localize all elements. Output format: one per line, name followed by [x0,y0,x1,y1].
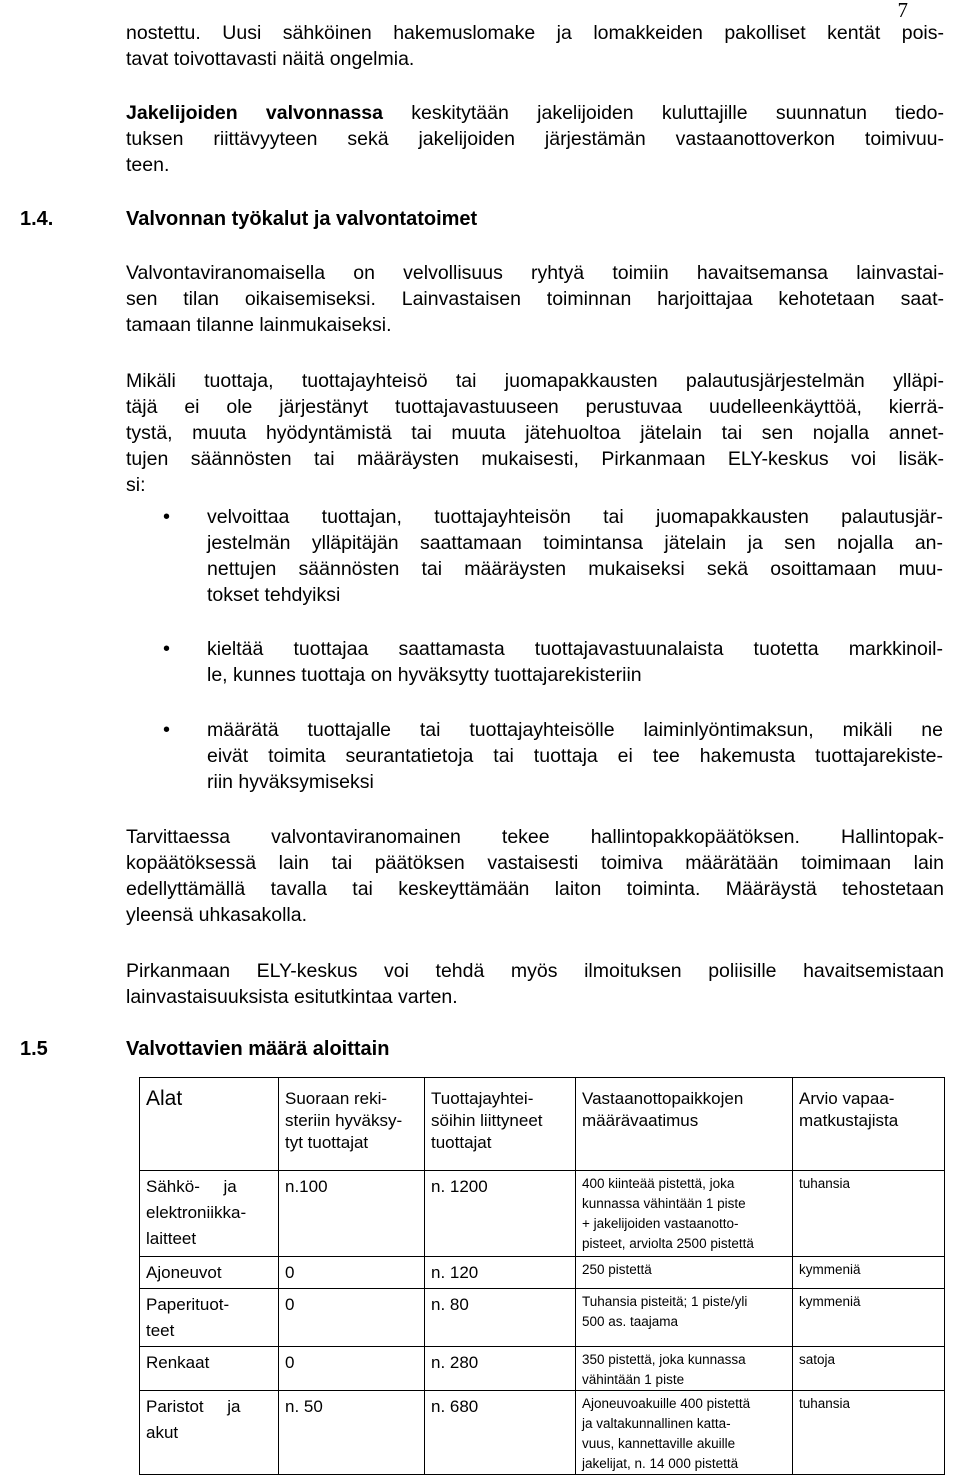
text-fragment: keskitytään jakelijoiden kuluttajille suunnatun tiedo- [383,102,944,124]
text-line: tokset tehdyiksi [207,584,341,606]
table-cell: n. 80 [425,1289,576,1347]
table-cell: tuhansia [793,1391,945,1475]
table-cell: 0 [279,1289,425,1347]
table-header-row [140,1078,945,1171]
paragraph-enforcement [126,824,944,928]
table-cell [576,1391,793,1475]
table-cell [140,1289,279,1347]
table-cell [576,1289,793,1347]
text-line: tyt tuottajat [285,1133,369,1152]
text-line: vuus, kannettaville akuille [582,1436,736,1451]
bullet-icon: • [163,638,171,660]
table-cell [576,1171,793,1257]
table-cell: 250 pistettä [576,1257,793,1289]
text-line: Alat [146,1087,183,1110]
table-header-cell [279,1078,425,1171]
bullet-item [207,636,943,688]
text-line: eivät toimita seurantatietoja tai tuottaja ei tee hakemusta tuottajarekiste- [207,745,943,767]
table-header-cell [576,1078,793,1171]
text-line: akut [146,1423,179,1442]
paragraph-obligation [126,260,944,338]
table-cell: n. 1200 [425,1171,576,1257]
text-line: teen. [126,154,170,176]
text-line: Vastaanottopaikkojen [582,1089,744,1108]
table-cell: tuhansia [793,1171,945,1257]
section-number: 1.4. [20,208,54,230]
table-row [140,1347,945,1391]
bold-lead: Jakelijoiden valvonnassa [126,102,383,124]
text-line: Tarvittaessa valvontaviranomainen tekee hallintopakkopäätöksen. Hallintopak- [126,826,944,848]
table-cell [140,1391,279,1475]
text-line: jakelijat, n. 14 000 pistettä [582,1456,739,1471]
text-line: ja valtakunnallinen katta- [582,1416,731,1431]
table-cell: n.100 [279,1171,425,1257]
text-line: + jakelijoiden vastaanotto- [582,1216,739,1231]
text-line: tamaan tilanne lainmukaiseksi. [126,314,392,336]
bullet-item [207,717,943,795]
text-line: tystä, muuta hyödyntämistä tai muuta jätehuoltoa jätelain tai sen nojalla annet- [126,422,944,444]
section-heading-1-5 [20,1038,389,1061]
text-line: matkustajista [799,1111,899,1130]
table-header-cell [140,1078,279,1171]
text-line: nettujen säännösten tai määräysten mukaiseksi sekä osoittamaan muu- [207,558,943,580]
text-line: Pirkanmaan ELY-keskus voi tehdä myös ilmoituksen poliisille havaitsemistaan [126,960,944,982]
table-row [140,1257,945,1289]
table-header-cell [793,1078,945,1171]
text-line: 350 pistettä, joka kunnassa [582,1352,746,1367]
text-line: sen tilan oikaisemiseksi. Lainvastaisen toiminnan harjoittajaa kehotetaan saat- [126,288,944,310]
bullet-icon: • [163,506,171,528]
section-title: Valvonnan työkalut ja valvontatoimet [126,208,478,230]
supervised-count-table [139,1077,945,1475]
text-line: kopäätöksessä lain tai päätöksen vastaisesti toimiva määrätään toimimaan lain [126,852,944,874]
text-line: vähintään 1 piste [582,1372,685,1387]
table-cell: n. 50 [279,1391,425,1475]
text-line: pisteet, arviolta 2500 pistettä [582,1236,754,1251]
section-title: Valvottavien määrä aloittain [126,1038,390,1060]
distributors-paragraph [126,100,944,178]
text-line: si: [126,474,146,496]
bullet-item [207,504,943,608]
text-line: nostettu. Uusi sähköinen hakemuslomake ja lomakkeiden pakolliset kentät pois- [126,22,944,44]
table-row [140,1391,945,1475]
text-line: tuottajat [431,1133,492,1152]
table-row [140,1289,945,1347]
text-line: Ajoneuvoakuille 400 pistettä [582,1396,751,1411]
text-line: elektroniikka- [146,1203,247,1222]
table-cell [576,1347,793,1391]
intro-paragraph [126,20,944,72]
text-line: täjä ei ole järjestänyt tuottajavastuuseen perustuvaa uudelleenkäyttöä, kierrä- [126,396,944,418]
text-line: Tuottajayhtei- [431,1089,534,1108]
table-cell: Renkaat [140,1347,279,1391]
text-line: Paperituot- [146,1295,230,1314]
table-cell: 0 [279,1257,425,1289]
text-line: Sähkö- ja [146,1177,237,1196]
table-row [140,1171,945,1257]
text-line: steriin hyväksy- [285,1111,403,1130]
text-line: riin hyväksymiseksi [207,771,374,793]
paragraph-police [126,958,944,1010]
text-line: tujen säännösten tai määräysten mukaisesti, Pirkanmaan ELY-keskus voi lisäk- [126,448,944,470]
text-line: söihin liittyneet [431,1111,543,1130]
table-cell: n. 680 [425,1391,576,1475]
text-line: määrävaatimus [582,1111,699,1130]
text-line: velvoittaa tuottajan, tuottajayhteisön tai juomapakkausten palautusjär- [207,506,943,528]
table-cell: n. 120 [425,1257,576,1289]
table-cell: kymmeniä [793,1289,945,1347]
text-line: 500 as. taajama [582,1314,679,1329]
text-line: Tuhansia pisteitä; 1 piste/yli [582,1294,748,1309]
text-line: lainvastaisuuksista esitutkintaa varten. [126,986,458,1008]
table-cell [140,1171,279,1257]
text-line: kieltää tuottajaa saattamasta tuottajavastuunalaista tuotetta markkinoil- [207,638,943,660]
text-line: teet [146,1321,175,1340]
table-header-cell [425,1078,576,1171]
table-cell: kymmeniä [793,1257,945,1289]
text-line: Arvio vapaa- [799,1089,895,1108]
text-line [126,100,944,126]
text-line: yleensä uhkasakolla. [126,904,308,926]
table-cell: satoja [793,1347,945,1391]
text-line: kunnassa vähintään 1 piste [582,1196,746,1211]
bullet-icon: • [163,719,171,741]
page-number: 7 [897,0,908,22]
section-number: 1.5 [20,1038,48,1060]
text-line: jestelmän ylläpitäjän saattamaan toimintansa jätelain ja sen nojalla an- [207,532,943,554]
text-line: Valvontaviranomaisella on velvollisuus ryhtyä toimiin havaitsemansa lainvastai- [126,262,944,284]
table-cell: Ajoneuvot [140,1257,279,1289]
text-line: Suoraan reki- [285,1089,388,1108]
text-line: Paristot ja [146,1397,241,1416]
text-line: le, kunnes tuottaja on hyväksytty tuottajarekisteriin [207,664,642,686]
text-line: edellyttämällä tavalla tai keskeyttämään laiton toiminta. Määräystä tehostetaan [126,878,944,900]
text-line: laitteet [146,1229,197,1248]
paragraph-producer [126,368,944,498]
text-line: Mikäli tuottaja, tuottajayhteisö tai juomapakkausten palautusjärjestelmän ylläpi- [126,370,944,392]
text-line: tavat toivottavasti näitä ongelmia. [126,48,415,70]
text-line: määrätä tuottajalle tai tuottajayhteisölle laiminlyöntimaksun, mikäli ne [207,719,943,741]
table-cell: 0 [279,1347,425,1391]
table-cell: n. 280 [425,1347,576,1391]
text-line: 400 kiinteää pistettä, joka [582,1176,735,1191]
text-line: tuksen riittävyyteen sekä jakelijoiden järjestämän vastaanottoverkon toimivuu- [126,128,944,150]
section-heading-1-4 [20,208,477,231]
